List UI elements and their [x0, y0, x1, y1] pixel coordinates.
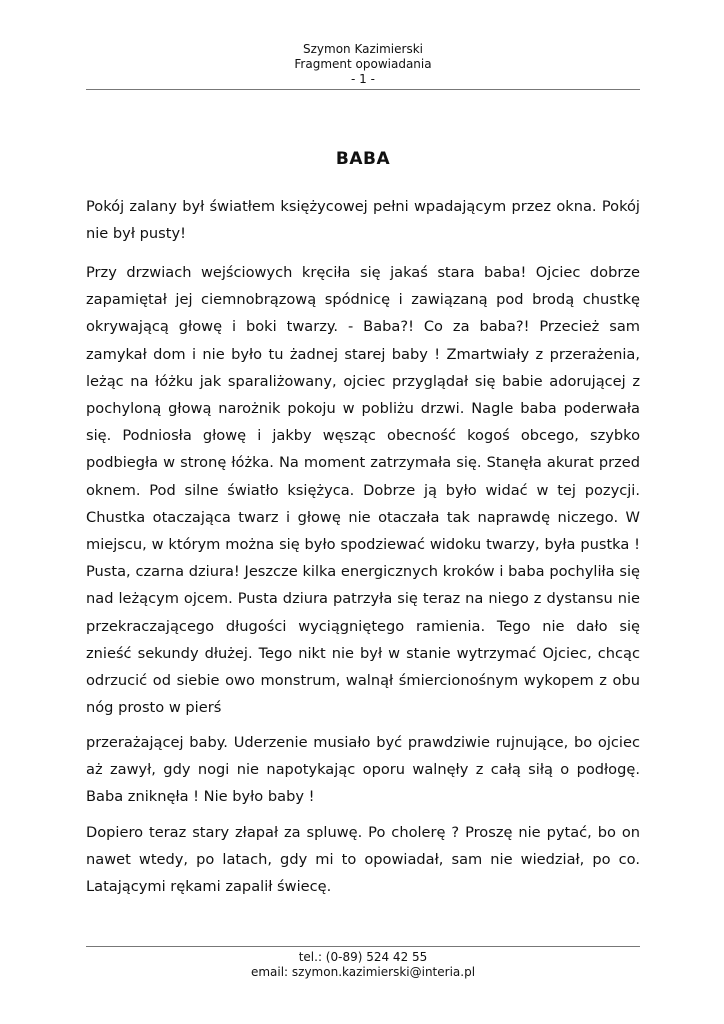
story-title: BABA [335, 149, 391, 169]
paragraph-4: Dopiero teraz stary złapał za spluwę. Po cholerę ? Proszę nie pytać, bo on nawet wtedy, po latach, gdy mi to opowiadał, sam nie wiedział, po co. Latającymi rękami zapalił świecę. [86, 824, 640, 896]
page-header [86, 42, 640, 87]
footer-phone: tel.: (0-89) 524 42 55 [298, 950, 428, 964]
footer-divider [86, 946, 640, 947]
paragraph-2: Przy drzwiach wejściowych kręciła się jakaś stara baba! Ojciec dobrze zapamiętał jej ciemnobrązową spódnicę i zawiązaną pod brodą chustkę okrywającą głowę i boki twarzy. - Baba?! Co za baba?! Przecież sam zamykał dom i nie było tu żadnej starej baby ! Zmartwiały z przerażenia, leżąc na łóżku jak sparaliżowany, ojciec przyglądał się babie adorującej z pochyloną głową narożnik pokoju w pobliżu drzwi. Nagle baba poderwała się. Podniosła głowę i jakby węsząc obecność kogoś obcego, szybko podbiegła w stronę łóżka. Na moment zatrzymała się. Stanęła akurat przed oknem. Pod silne światło księżyca. Dobrze ją było widać w tej pozycji. Chustka otaczająca twarz i głowę nie otaczała tak naprawdę niczego. W miejscu, w którym można się było spodziewać widoku twarzy, była pustka ! Pusta, czarna dziura! Jeszcze kilka energicznych kroków i baba pochyliła się nad leżącym ojcem. Pusta dziura patrzyła się teraz na niego z dystansu nie przekraczającego długości wyciągniętego ramienia. Tego nie dało się znieść sekundy dłużej. Tego nikt nie był w stanie wytrzymać Ojciec, chcąc odrzucić od siebie owo monstrum, walnął śmiercionośnym wykopem z obu nóg prosto w pierś [86, 264, 640, 717]
page-footer [86, 950, 640, 980]
paragraph-3: przerażającej baby. Uderzenie musiało być prawdziwie rujnujące, bo ojciec aż zawył, gdy nogi nie napotykając oporu walnęły z całą siłą o podłogę. Baba zniknęła ! Nie było baby ! [86, 734, 640, 806]
header-divider [86, 89, 640, 90]
header-subtitle: Fragment opowiadania [294, 57, 432, 71]
header-page-number: - 1 - [351, 72, 375, 86]
header-author: Szymon Kazimierski [303, 42, 423, 56]
paragraph-1: Pokój zalany był światłem księżycowej pełni wpadającym przez okna. Pokój nie był pusty! [86, 198, 640, 243]
footer-email: email: szymon.kazimierski@interia.pl [250, 965, 476, 979]
